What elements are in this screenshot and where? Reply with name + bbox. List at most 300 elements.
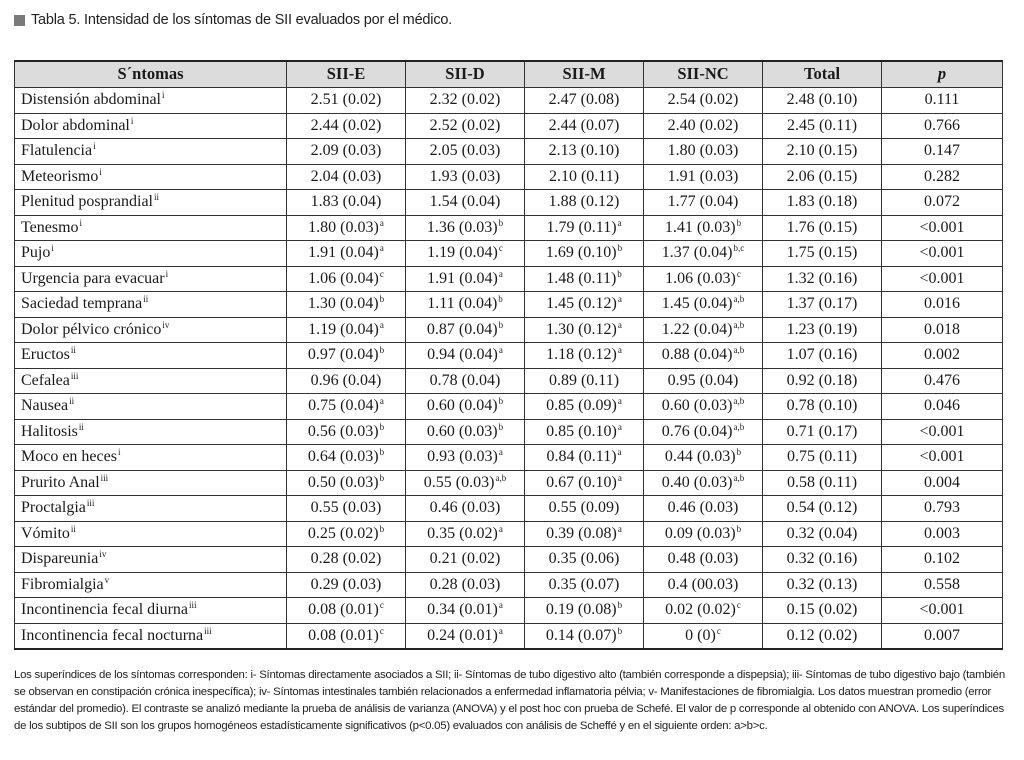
cell-value: 0.97 (0.04)	[307, 346, 379, 364]
table-row	[15, 190, 1003, 216]
symptom-name	[15, 139, 287, 165]
cell-value: 0.87 (0.04)	[426, 320, 498, 338]
group-superscript: a,b	[733, 396, 745, 407]
group-superscript: b	[736, 217, 742, 228]
cell-sii-e	[287, 470, 406, 496]
cell-sii-m	[525, 496, 644, 522]
cell-sii-d	[406, 113, 525, 139]
cell-sii-m	[525, 88, 644, 114]
cell-sii-m	[525, 419, 644, 445]
cell-p-value: 0.102	[882, 547, 1003, 573]
cell-value: 1.91 (0.04)	[308, 244, 379, 262]
cell-value: 1.37 (0.04)	[661, 244, 733, 262]
cell-total: 0.58 (0.11)	[763, 470, 882, 496]
cell-sii-nc	[644, 241, 763, 267]
cell-value: 0.28 (0.03)	[429, 575, 501, 593]
cell-value: 1.91 (0.04)	[427, 269, 498, 287]
cell-p-value: 0.002	[882, 343, 1003, 369]
cell-value: 2.32 (0.02)	[429, 91, 501, 109]
cell-p-value: 0.111	[882, 88, 1003, 114]
cell-value: 1.83 (0.04)	[310, 193, 382, 211]
cell-p-value: 0.007	[882, 623, 1003, 649]
cell-value: 0.75 (0.04)	[308, 397, 379, 415]
cell-sii-m	[525, 241, 644, 267]
cell-sii-m	[525, 164, 644, 190]
cell-total: 2.45 (0.11)	[763, 113, 882, 139]
cell-sii-nc	[644, 113, 763, 139]
group-superscript: b	[617, 243, 623, 254]
cell-value: 2.51 (0.02)	[310, 91, 382, 109]
cell-p-value: 0.558	[882, 572, 1003, 598]
cell-value: 0.09 (0.03)	[664, 524, 736, 542]
symptom-label: Incontinencia fecal diurna	[21, 601, 189, 619]
cell-sii-nc	[644, 139, 763, 165]
group-superscript: a	[498, 600, 503, 611]
symptom-superscript: i	[93, 141, 96, 152]
symptom-superscript: i	[161, 90, 165, 101]
table-row	[15, 292, 1003, 318]
cell-value: 0.55 (0.03)	[310, 499, 382, 517]
group-superscript: a,b	[495, 472, 507, 483]
cell-sii-d	[406, 190, 525, 216]
header-symptoms: S´ntomas	[15, 61, 287, 88]
cell-value: 2.05 (0.03)	[429, 142, 501, 160]
symptom-name	[15, 266, 287, 292]
cell-total: 1.32 (0.16)	[763, 266, 882, 292]
cell-sii-e	[287, 521, 406, 547]
cell-value: 0.35 (0.02)	[427, 524, 498, 542]
group-superscript: b	[379, 345, 385, 356]
cell-value: 2.13 (0.10)	[548, 142, 620, 160]
cell-value: 0.95 (0.04)	[667, 371, 739, 389]
cell-value: 1.48 (0.11)	[546, 269, 617, 287]
cell-sii-e	[287, 598, 406, 624]
symptom-name	[15, 598, 287, 624]
symptom-superscript: i	[79, 217, 83, 228]
cell-total: 0.75 (0.11)	[763, 445, 882, 471]
group-superscript: a	[617, 345, 622, 356]
symptom-label: Saciedad temprana	[21, 295, 143, 313]
group-superscript: c	[379, 268, 384, 279]
cell-total: 0.92 (0.18)	[763, 368, 882, 394]
cell-sii-d	[406, 394, 525, 420]
cell-value: 0.94 (0.04)	[427, 346, 498, 364]
cell-value: 0.46 (0.03)	[429, 499, 501, 517]
cell-value: 1.80 (0.03)	[308, 218, 379, 236]
cell-sii-m	[525, 572, 644, 598]
group-superscript: c	[379, 625, 384, 636]
cell-sii-e	[287, 215, 406, 241]
cell-value: 0.08 (0.01)	[308, 626, 379, 644]
cell-sii-nc	[644, 317, 763, 343]
group-superscript: a	[379, 243, 384, 254]
cell-sii-m	[525, 266, 644, 292]
symptom-label: Eructos	[21, 346, 70, 364]
symptom-superscript: iii	[86, 498, 95, 509]
cell-value: 0.55 (0.03)	[423, 473, 495, 491]
symptom-label: Fibromialgia	[21, 575, 104, 593]
group-superscript: a	[617, 294, 622, 305]
cell-sii-d	[406, 139, 525, 165]
cell-value: 0.60 (0.03)	[426, 422, 498, 440]
symptom-label: Prurito Anal	[21, 473, 100, 491]
cell-sii-m	[525, 113, 644, 139]
cell-p-value: 0.476	[882, 368, 1003, 394]
group-superscript: c	[736, 600, 741, 611]
group-superscript: a	[379, 319, 384, 330]
cell-sii-m	[525, 598, 644, 624]
cell-p-value: <0.001	[882, 598, 1003, 624]
table-row	[15, 572, 1003, 598]
header-sii-m: SII-M	[525, 61, 644, 88]
cell-sii-d	[406, 572, 525, 598]
symptom-superscript: v	[104, 574, 110, 585]
cell-total: 0.32 (0.13)	[763, 572, 882, 598]
cell-sii-nc	[644, 343, 763, 369]
cell-p-value: <0.001	[882, 266, 1003, 292]
table-row	[15, 623, 1003, 649]
symptom-label: Proctalgia	[21, 499, 86, 517]
cell-sii-nc	[644, 598, 763, 624]
table-row	[15, 470, 1003, 496]
cell-value: 1.18 (0.12)	[546, 346, 617, 364]
table-row	[15, 547, 1003, 573]
cell-value: 0.24 (0.01)	[427, 626, 498, 644]
cell-value: 2.54 (0.02)	[667, 91, 739, 109]
header-total: Total	[763, 61, 882, 88]
group-superscript: a	[498, 625, 503, 636]
cell-value: 0.48 (0.03)	[667, 550, 739, 568]
cell-sii-m	[525, 394, 644, 420]
cell-sii-nc	[644, 496, 763, 522]
table-row	[15, 343, 1003, 369]
group-superscript: a,b	[733, 472, 745, 483]
cell-p-value: 0.072	[882, 190, 1003, 216]
cell-sii-d	[406, 368, 525, 394]
cell-sii-m	[525, 292, 644, 318]
cell-value: 0.60 (0.04)	[426, 397, 498, 415]
symptom-superscript: iii	[189, 600, 197, 611]
table-row	[15, 368, 1003, 394]
cell-value: 0.02 (0.02)	[665, 601, 736, 619]
group-superscript: a	[379, 217, 384, 228]
cell-value: 2.44 (0.07)	[548, 116, 620, 134]
cell-value: 1.22 (0.04)	[661, 320, 733, 338]
table-caption	[14, 10, 452, 30]
cell-sii-nc	[644, 292, 763, 318]
group-superscript: b	[617, 625, 623, 636]
group-superscript: a	[498, 268, 503, 279]
cell-sii-d	[406, 88, 525, 114]
cell-sii-e	[287, 343, 406, 369]
cell-total: 1.37 (0.17)	[763, 292, 882, 318]
symptom-name	[15, 623, 287, 649]
symptom-superscript: i	[51, 243, 54, 254]
symptom-label: Urgencia para evacuar	[21, 269, 165, 287]
symptom-superscript: ii	[69, 396, 75, 407]
cell-sii-d	[406, 266, 525, 292]
table-row	[15, 266, 1003, 292]
symptom-superscript: i	[130, 115, 134, 126]
cell-value: 0.44 (0.03)	[664, 448, 736, 466]
group-superscript: a	[498, 447, 503, 458]
cell-sii-d	[406, 317, 525, 343]
cell-value: 1.77 (0.04)	[667, 193, 739, 211]
header-sii-nc: SII-NC	[644, 61, 763, 88]
cell-value: 0.67 (0.10)	[546, 473, 617, 491]
group-superscript: a,b	[733, 319, 745, 330]
cell-sii-d	[406, 521, 525, 547]
symptom-superscript: ii	[153, 192, 159, 203]
cell-total: 1.23 (0.19)	[763, 317, 882, 343]
cell-total: 0.71 (0.17)	[763, 419, 882, 445]
symptom-name	[15, 572, 287, 598]
group-superscript: b	[498, 217, 504, 228]
cell-p-value: 0.016	[882, 292, 1003, 318]
cell-value: 1.41 (0.03)	[664, 218, 736, 236]
cell-sii-m	[525, 343, 644, 369]
cell-p-value: 0.004	[882, 470, 1003, 496]
cell-value: 0.89 (0.11)	[548, 371, 620, 389]
cell-sii-nc	[644, 164, 763, 190]
table-row	[15, 419, 1003, 445]
cell-sii-e	[287, 88, 406, 114]
cell-sii-m	[525, 317, 644, 343]
group-superscript: c	[379, 600, 384, 611]
symptom-name	[15, 470, 287, 496]
header-p: p	[882, 61, 1003, 88]
symptom-superscript: ii	[78, 421, 84, 432]
cell-value: 2.10 (0.11)	[548, 167, 620, 185]
cell-sii-e	[287, 292, 406, 318]
cell-p-value: 0.018	[882, 317, 1003, 343]
cell-sii-d	[406, 419, 525, 445]
group-superscript: a	[617, 396, 622, 407]
cell-sii-e	[287, 113, 406, 139]
symptom-name	[15, 496, 287, 522]
cell-sii-d	[406, 547, 525, 573]
table-row	[15, 139, 1003, 165]
group-superscript: a,b	[733, 345, 745, 356]
cell-sii-nc	[644, 368, 763, 394]
symptom-name	[15, 445, 287, 471]
cell-sii-nc	[644, 419, 763, 445]
group-superscript: b	[379, 421, 385, 432]
cell-value: 0.34 (0.01)	[427, 601, 498, 619]
cell-total: 1.83 (0.18)	[763, 190, 882, 216]
cell-sii-d	[406, 445, 525, 471]
group-superscript: b	[498, 319, 504, 330]
cell-value: 0.76 (0.04)	[661, 422, 733, 440]
cell-value: 1.79 (0.11)	[546, 218, 617, 236]
cell-sii-d	[406, 623, 525, 649]
group-superscript: b	[379, 523, 385, 534]
cell-total: 0.32 (0.04)	[763, 521, 882, 547]
cell-value: 0.78 (0.04)	[429, 371, 501, 389]
cell-sii-e	[287, 368, 406, 394]
cell-sii-e	[287, 445, 406, 471]
cell-p-value: 0.282	[882, 164, 1003, 190]
cell-total: 0.32 (0.16)	[763, 547, 882, 573]
symptom-name	[15, 190, 287, 216]
symptom-superscript: ii	[70, 345, 76, 356]
cell-value: 0 (0)	[685, 626, 716, 644]
cell-p-value: 0.046	[882, 394, 1003, 420]
cell-total: 2.48 (0.10)	[763, 88, 882, 114]
symptom-label: Plenitud posprandial	[21, 193, 153, 211]
symptom-superscript: iii	[204, 625, 212, 636]
cell-p-value: <0.001	[882, 419, 1003, 445]
cell-sii-nc	[644, 215, 763, 241]
cell-value: 1.19 (0.04)	[308, 320, 379, 338]
header-sii-d: SII-D	[406, 61, 525, 88]
header-row	[15, 61, 1003, 88]
group-superscript: a	[617, 319, 622, 330]
table-row	[15, 241, 1003, 267]
cell-value: 0.85 (0.09)	[546, 397, 617, 415]
cell-sii-nc	[644, 266, 763, 292]
cell-value: 0.55 (0.09)	[548, 499, 620, 517]
cell-value: 0.84 (0.11)	[546, 448, 617, 466]
symptom-name	[15, 241, 287, 267]
symptom-label: Flatulencia	[21, 142, 93, 160]
cell-sii-nc	[644, 623, 763, 649]
group-superscript: c	[736, 268, 741, 279]
group-superscript: b	[379, 447, 385, 458]
cell-value: 1.36 (0.03)	[426, 218, 498, 236]
cell-value: 2.40 (0.02)	[667, 116, 739, 134]
symptom-superscript: iv	[99, 549, 107, 560]
cell-value: 1.06 (0.03)	[665, 269, 736, 287]
group-superscript: b	[379, 294, 385, 305]
symptom-name	[15, 343, 287, 369]
symptom-name	[15, 368, 287, 394]
cell-value: 1.93 (0.03)	[429, 167, 501, 185]
cell-total: 1.75 (0.15)	[763, 241, 882, 267]
symptom-name	[15, 521, 287, 547]
cell-total: 0.12 (0.02)	[763, 623, 882, 649]
cell-value: 0.35 (0.06)	[548, 550, 620, 568]
cell-value: 1.19 (0.04)	[427, 244, 498, 262]
cell-sii-d	[406, 241, 525, 267]
symptom-superscript: iii	[70, 370, 79, 381]
cell-value: 0.88 (0.04)	[661, 346, 733, 364]
symptom-name	[15, 547, 287, 573]
table-title: Intensidad de los síntomas de SII evaluados por el médico.	[80, 12, 453, 28]
cell-sii-e	[287, 317, 406, 343]
symptom-label: Distensión abdominal	[21, 91, 161, 109]
cell-sii-d	[406, 343, 525, 369]
cell-sii-nc	[644, 394, 763, 420]
symptom-label: Pujo	[21, 244, 51, 262]
cell-total: 0.15 (0.02)	[763, 598, 882, 624]
group-superscript: a	[617, 447, 622, 458]
cell-sii-d	[406, 164, 525, 190]
cell-value: 0.39 (0.08)	[546, 524, 617, 542]
cell-total: 2.06 (0.15)	[763, 164, 882, 190]
header-sii-e: SII-E	[287, 61, 406, 88]
symptom-label: Moco en heces	[21, 448, 117, 466]
cell-value: 1.30 (0.12)	[546, 320, 617, 338]
symptom-name	[15, 419, 287, 445]
cell-value: 0.60 (0.03)	[661, 397, 733, 415]
table-row	[15, 394, 1003, 420]
cell-sii-nc	[644, 88, 763, 114]
group-superscript: b	[617, 268, 622, 279]
symptom-name	[15, 113, 287, 139]
cell-value: 0.29 (0.03)	[310, 575, 382, 593]
cell-value: 0.46 (0.03)	[667, 499, 739, 517]
group-superscript: b	[736, 447, 742, 458]
group-superscript: b	[617, 600, 623, 611]
cell-sii-e	[287, 139, 406, 165]
cell-value: 2.04 (0.03)	[310, 167, 382, 185]
cell-sii-e	[287, 241, 406, 267]
cell-value: 0.85 (0.10)	[546, 422, 617, 440]
table-row	[15, 496, 1003, 522]
symptom-label: Tenesmo	[21, 218, 79, 236]
cell-total: 1.07 (0.16)	[763, 343, 882, 369]
cell-sii-nc	[644, 445, 763, 471]
group-superscript: a,b	[733, 421, 745, 432]
cell-value: 0.19 (0.08)	[545, 601, 617, 619]
cell-total: 2.10 (0.15)	[763, 139, 882, 165]
cell-total: 1.76 (0.15)	[763, 215, 882, 241]
symptoms-table	[14, 60, 1003, 650]
cell-sii-d	[406, 496, 525, 522]
group-superscript: b	[736, 523, 742, 534]
symptom-label: Nausea	[21, 397, 69, 415]
cell-value: 0.08 (0.01)	[308, 601, 379, 619]
cell-value: 0.40 (0.03)	[661, 473, 733, 491]
cell-total: 0.78 (0.10)	[763, 394, 882, 420]
table-row	[15, 88, 1003, 114]
cell-sii-d	[406, 470, 525, 496]
cell-p-value: 0.147	[882, 139, 1003, 165]
table-number: Tabla 5.	[31, 12, 81, 28]
cell-sii-nc	[644, 572, 763, 598]
cell-p-value: <0.001	[882, 445, 1003, 471]
cell-sii-e	[287, 623, 406, 649]
cell-sii-d	[406, 215, 525, 241]
cell-sii-e	[287, 572, 406, 598]
symptom-superscript: i	[117, 447, 121, 458]
symptom-superscript: ii	[70, 523, 76, 534]
cell-sii-m	[525, 445, 644, 471]
symptom-superscript: i	[165, 268, 169, 279]
cell-value: 1.69 (0.10)	[545, 244, 617, 262]
cell-sii-e	[287, 394, 406, 420]
group-superscript: a	[498, 345, 503, 356]
cell-value: 1.30 (0.04)	[307, 295, 379, 313]
group-superscript: b	[498, 294, 503, 305]
cell-value: 0.28 (0.02)	[310, 550, 382, 568]
symptom-name	[15, 292, 287, 318]
cell-sii-nc	[644, 470, 763, 496]
cell-value: 0.21 (0.02)	[429, 550, 501, 568]
symptom-label: Meteorismo	[21, 167, 99, 185]
symptom-superscript: iii	[100, 472, 109, 483]
cell-sii-m	[525, 623, 644, 649]
cell-value: 2.47 (0.08)	[548, 91, 620, 109]
cell-value: 0.35 (0.07)	[548, 575, 620, 593]
symptom-label: Dispareunia	[21, 550, 99, 568]
group-superscript: a,b	[733, 294, 745, 305]
symptom-label: Halitosis	[21, 422, 78, 440]
cell-value: 1.45 (0.04)	[661, 295, 733, 313]
caption-bullet	[14, 15, 25, 26]
table-row	[15, 317, 1003, 343]
